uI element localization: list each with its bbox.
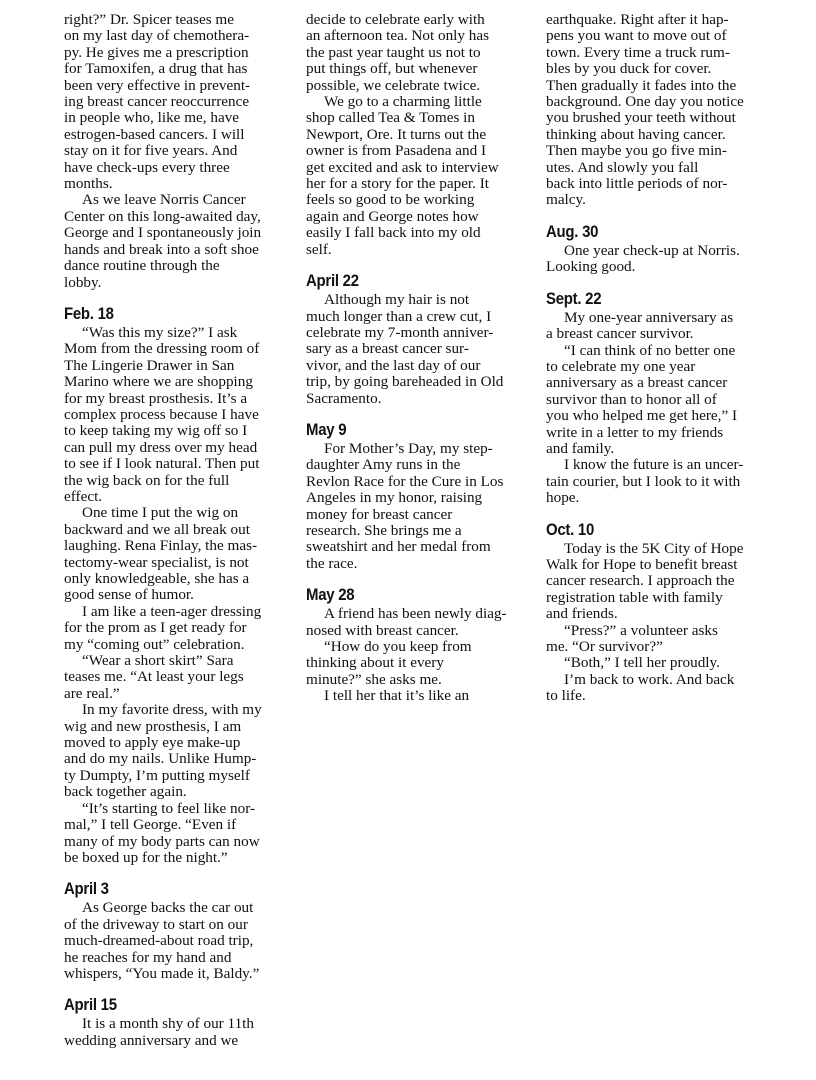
- date-heading: Aug. 30: [546, 221, 599, 241]
- body-paragraph: “I can think of no better one to celebrate my one year anniversary as a breast cancer survivor than to honor all of you who helped me get here,” I write in a letter to my friends and family.: [546, 341, 738, 457]
- body-paragraph: In my favorite dress, with my wig and new prosthesis, I am moved to apply eye make-up and do my nails. Unlike Hump- ty Dumpty, I’m putting myself back together again.: [64, 701, 262, 801]
- date-heading: Oct. 10: [546, 519, 595, 539]
- date-heading: Sept. 22: [546, 288, 602, 308]
- body-paragraph: We go to a charming little shop called Tea & Tomes in Newport, Ore. It turns out the owner is from Pasadena and I get excited and ask to interview her for a story for the paper. It feels so good to be working again and George notes how easily I fall back into my old self.: [306, 93, 499, 258]
- column-3: [546, 12, 778, 705]
- body-paragraph: right?” Dr. Spicer teases me on my last day of chemothera- py. He gives me a prescription for Tamoxifen, a drug that has been very effective in prevent- ing breast cancer reoccurrence in people who, like me, have estrogen-based cancers. I will stay on it for five years. And have check-ups every three months.: [64, 11, 251, 193]
- body-paragraph: For Mother’s Day, my step- daughter Amy runs in the Revlon Race for the Cure in Los Angeles in my honor, raising money for breast cancer research. She brings me a sweatshirt and her medal from the race.: [306, 439, 504, 572]
- body-paragraph: One time I put the wig on backward and we all break out laughing. Rena Finlay, the mas- tectomy-wear specialist, is not only knowledgeable, she has a good sense of humor.: [64, 504, 258, 604]
- body-paragraph: “Press?” a volunteer asks me. “Or survivor?”: [546, 621, 718, 655]
- body-paragraph: decide to celebrate early with an afternoon tea. Not only has the past year taught us not to put things off, but whenever possible, we celebrate twice.: [306, 11, 490, 94]
- date-heading: May 9: [306, 419, 347, 439]
- column-1: [64, 12, 296, 1049]
- body-paragraph: “Both,” I tell her proudly.: [564, 654, 720, 672]
- body-paragraph: “It’s starting to feel like nor- mal,” I tell George. “Even if many of my body parts can now be boxed up for the night.”: [64, 799, 260, 866]
- body-paragraph: “How do you keep from thinking about it every minute?” she asks me.: [306, 638, 472, 688]
- date-heading: Feb. 18: [64, 303, 114, 323]
- date-heading: April 22: [306, 271, 359, 291]
- body-paragraph: As George backs the car out of the driveway to start on our much-dreamed-about road trip, he reaches for my hand and whispers, “You made it, Baldy.”: [64, 899, 260, 982]
- body-paragraph: “Wear a short skirt” Sara teases me. “At least your legs are real.”: [64, 652, 244, 702]
- body-paragraph: One year check-up at Norris. Looking good.: [546, 241, 740, 276]
- date-heading: May 28: [306, 585, 355, 605]
- body-paragraph: My one-year anniversary as a breast cancer survivor.: [546, 308, 734, 343]
- body-paragraph: I know the future is an uncer- tain courier, but I look to it with hope.: [546, 456, 744, 507]
- body-paragraph: Although my hair is not much longer than a crew cut, I celebrate my 7-month anniver- sary as a breast cancer sur- vivor, and the last day of our trip, by going bareheaded in Old Sacramento.: [306, 291, 504, 407]
- date-heading: April 3: [64, 879, 109, 899]
- column-2: [306, 12, 538, 705]
- body-paragraph: It is a month shy of our 11th wedding anniversary and we: [64, 1015, 254, 1049]
- body-paragraph: A friend has been newly diag- nosed with breast cancer.: [306, 605, 507, 639]
- body-paragraph: I’m back to work. And back to life.: [546, 670, 735, 705]
- body-paragraph: Today is the 5K City of Hope Walk for Hope to benefit breast cancer research. I approach the registration table with family and friends.: [546, 539, 744, 623]
- body-paragraph: earthquake. Right after it hap- pens you want to move out of town. Every time a truck rum- bles by you duck for cover. Then gradually it fades into the background. One day you notice you brushed your teeth without thinking about having cancer. Then maybe you go five min- utes. And slowly you fall back into little periods of nor- malcy.: [546, 11, 744, 209]
- body-paragraph: As we leave Norris Cancer Center on this long-awaited day, George and I spontaneously join hands and break into a soft shoe dance routine through the lobby.: [64, 191, 262, 291]
- date-heading: April 15: [64, 995, 117, 1015]
- body-paragraph: I tell her that it’s like an: [324, 687, 470, 705]
- body-paragraph: “Was this my size?” I ask Mom from the dressing room of The Lingerie Drawer in San Marino where we are shopping for my breast prosthesis. It’s a complex process because I have to keep taking my wig off so I can pull my dress over my head to see if I look natural. Then put the wig back on for the full effect.: [64, 323, 260, 505]
- body-paragraph: I am like a teen-ager dressing for the prom as I get ready for my “coming out” celebration.: [64, 602, 262, 653]
